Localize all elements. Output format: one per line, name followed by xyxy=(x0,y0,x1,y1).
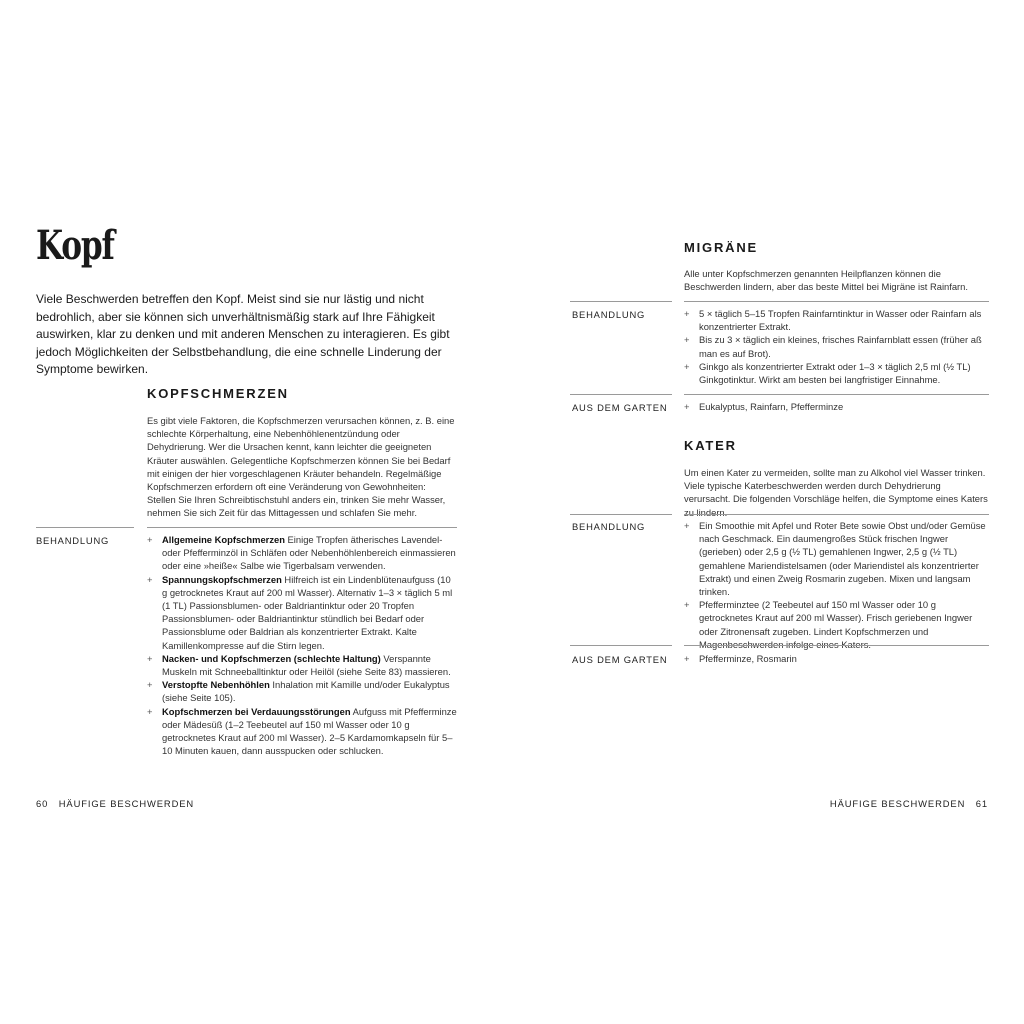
behandlung-label: BEHANDLUNG xyxy=(36,535,110,546)
item-heading: Kopfschmerzen bei Verdauungsstörungen xyxy=(162,705,351,717)
garten-item xyxy=(684,652,989,665)
garten-text: Pfefferminze, Rosmarin xyxy=(699,653,797,664)
item-text: Verspannte Muskeln mit Schneeballtinktur oder Heilöl (siehe Seite 83) massieren. xyxy=(162,652,451,678)
plus-icon: + xyxy=(684,334,690,346)
section-title-migraene: MIGRÄNE xyxy=(684,240,758,255)
divider xyxy=(570,394,672,395)
list-item xyxy=(147,573,457,652)
divider xyxy=(684,301,989,302)
divider xyxy=(570,301,672,302)
behandlung-label: BEHANDLUNG xyxy=(572,521,646,532)
item-heading: Allgemeine Kopfschmerzen xyxy=(162,534,285,545)
item-heading: Nacken- und Kopfschmerzen (schlechte Haltung) xyxy=(162,652,381,664)
list-item xyxy=(147,533,457,573)
item-text: Inhalation mit Kamille und/oder Eukalyptus (siehe Seite 105). xyxy=(162,679,450,704)
plus-icon: + xyxy=(684,360,690,372)
list-item xyxy=(684,307,989,333)
plus-icon: + xyxy=(684,401,690,412)
list-item xyxy=(684,519,989,598)
garten-label: AUS DEM GARTEN xyxy=(572,654,668,665)
garten-item xyxy=(684,400,989,413)
garten-text: Eukalyptus, Rainfarn, Pfefferminze xyxy=(699,401,844,412)
item-text: Einige Tropfen ätherisches Lavendel- oder Pfefferminzöl in Schläfen oder Nebenhöhlenbereich einmassieren oder eine »heiße« Salbe wie Tigerbalsam verwenden. xyxy=(162,534,456,572)
behandlung-label: BEHANDLUNG xyxy=(572,309,646,320)
section-title-kater: KATER xyxy=(684,438,737,453)
page-title: Kopf xyxy=(36,222,114,269)
plus-icon: + xyxy=(147,705,153,717)
intro-paragraph: Viele Beschwerden betreffen den Kopf. Meist sind sie nur lästig und nicht bedrohlich, aber sie können sich unverhältnismäßig stark auf Ihre Fähigkeit auswirken, klar zu denken und mit anderen Menschen zu interagieren. Es gibt jedoch Möglichkeiten der Selbstbehandlung, die eine schnelle Linderung der Symptome bewirken. xyxy=(36,292,450,376)
item-text: Bis zu 3 × täglich ein kleines, frisches Rainfarnblatt essen (früher aß man es auf Brot). xyxy=(699,334,982,359)
divider xyxy=(570,645,672,646)
garten-label: AUS DEM GARTEN xyxy=(572,402,668,413)
item-heading: Verstopfte Nebenhöhlen xyxy=(162,679,270,691)
divider xyxy=(36,527,134,528)
plus-icon: + xyxy=(147,534,153,545)
item-text: Hilfreich ist ein Lindenblütenaufguss (10 g getrocknetes Kraut auf 200 ml Wasser). Alternativ 1–3 × täglich 5 ml (1 TL) Passionsblumen- oder Baldriantinktur oder 20 Tropfen Passionsblumen- oder Baldriantinktur stündlich bei Bedarf oder Passionsblume oder Baldrian als konzentrierter Extrakt. Kalte Kamillenkompresse auf die Stirn legen. xyxy=(162,573,453,651)
divider xyxy=(147,527,457,528)
plus-icon: + xyxy=(147,573,153,585)
kopfschmerzen-treatment-list xyxy=(147,533,457,757)
divider xyxy=(684,514,989,515)
item-text: Aufguss mit Pfefferminze oder Mädesüß (1–2 Teebeutel auf 150 ml Wasser oder 10 g getrocknetes Kraut auf 200 ml Wasser). 2–5 Kardamomkapseln für 5–10 Minuten kauen, dann ausspucken oder schlucken. xyxy=(162,705,457,757)
list-item xyxy=(147,678,457,704)
item-text: Ein Smoothie mit Apfel und Roter Bete sowie Obst und/oder Gemüse nach Geschmack. Ein daumengroßes Stück frischen Ingwer (gerieben) oder 2,5 g (½ TL) gemahlenen Ingwer, 2,5 g (½ TL) gemahlene Mariendistelsamen (oder Mariendistel als konzentrierter Extrakt) und einen Zweig Rosmarin zugeben. Mixen und langsam trinken. xyxy=(699,520,986,598)
plus-icon: + xyxy=(684,308,690,319)
plus-icon: + xyxy=(147,679,153,691)
list-item xyxy=(684,598,989,651)
plus-icon: + xyxy=(684,599,690,611)
plus-icon: + xyxy=(684,520,690,531)
kater-text: Um einen Kater zu vermeiden, sollte man zu Alkohol viel Wasser trinken. Viele typische Katerbeschwerden werden durch Dehydrierung verursacht. Die folgenden Vorschläge helfen, die Symptome eines Katers zu lindern. xyxy=(684,467,988,518)
divider xyxy=(684,645,989,646)
divider xyxy=(570,514,672,515)
item-text: Pfefferminztee (2 Teebeutel auf 150 ml Wasser oder 10 g getrocknetes Kraut auf 200 ml Wasser). Frisch geriebenen Ingwer oder Zitronensaft zugeben. Lindert Kopfschmerzen und Magenbeschwerden infolge eines Katers. xyxy=(699,599,973,650)
footer-left: 60 HÄUFIGE BESCHWERDEN xyxy=(36,798,195,809)
plus-icon: + xyxy=(147,652,153,664)
section-title-kopfschmerzen: KOPFSCHMERZEN xyxy=(147,386,289,401)
migraene-treatment-list xyxy=(684,307,989,386)
list-item xyxy=(147,652,457,678)
migraene-text: Alle unter Kopfschmerzen genannten Heilpflanzen können die Beschwerden lindern, aber das beste Mittel bei Migräne ist Rainfarn. xyxy=(684,268,969,293)
kater-treatment-list xyxy=(684,519,989,651)
footer-right: HÄUFIGE BESCHWERDEN 61 xyxy=(829,798,988,809)
divider xyxy=(684,394,989,395)
item-text: Ginkgo als konzentrierter Extrakt oder 1–3 × täglich 2,5 ml (½ TL) Ginkgotinktur. Wirkt am besten bei langfristiger Einnahme. xyxy=(699,360,971,386)
item-text: 5 × täglich 5–15 Tropfen Rainfarntinktur in Wasser oder Rainfarn als konzentrierter Extrakt. xyxy=(699,308,982,333)
plus-icon: + xyxy=(684,653,690,664)
kopfschmerzen-text: Es gibt viele Faktoren, die Kopfschmerzen verursachen können, z. B. eine schlechte Körperhaltung, eine Nebenhöhlenentzündung oder Dehydrierung. Wer die Ursachen kennt, kann leichter die geeigneten Kräuter auswählen. Gelegentliche Kopfschmerzen können Sie bei Bedarf mit einigen der hier vorgeschlagenen Kräuter behandeln. Regelmäßige Kopfschmerzen erfordern oft eine Veränderung von Gewohnheiten: Stellen Sie Ihren Schreibtischstuhl anders ein, trinken Sie mehr Wasser, nehmen Sie sich Zeit für das Mittagessen und schlafen Sie mehr. xyxy=(147,415,455,519)
list-item xyxy=(684,333,989,359)
list-item xyxy=(147,705,457,758)
list-item xyxy=(684,360,989,386)
item-heading: Spannungskopfschmerzen xyxy=(162,573,282,585)
